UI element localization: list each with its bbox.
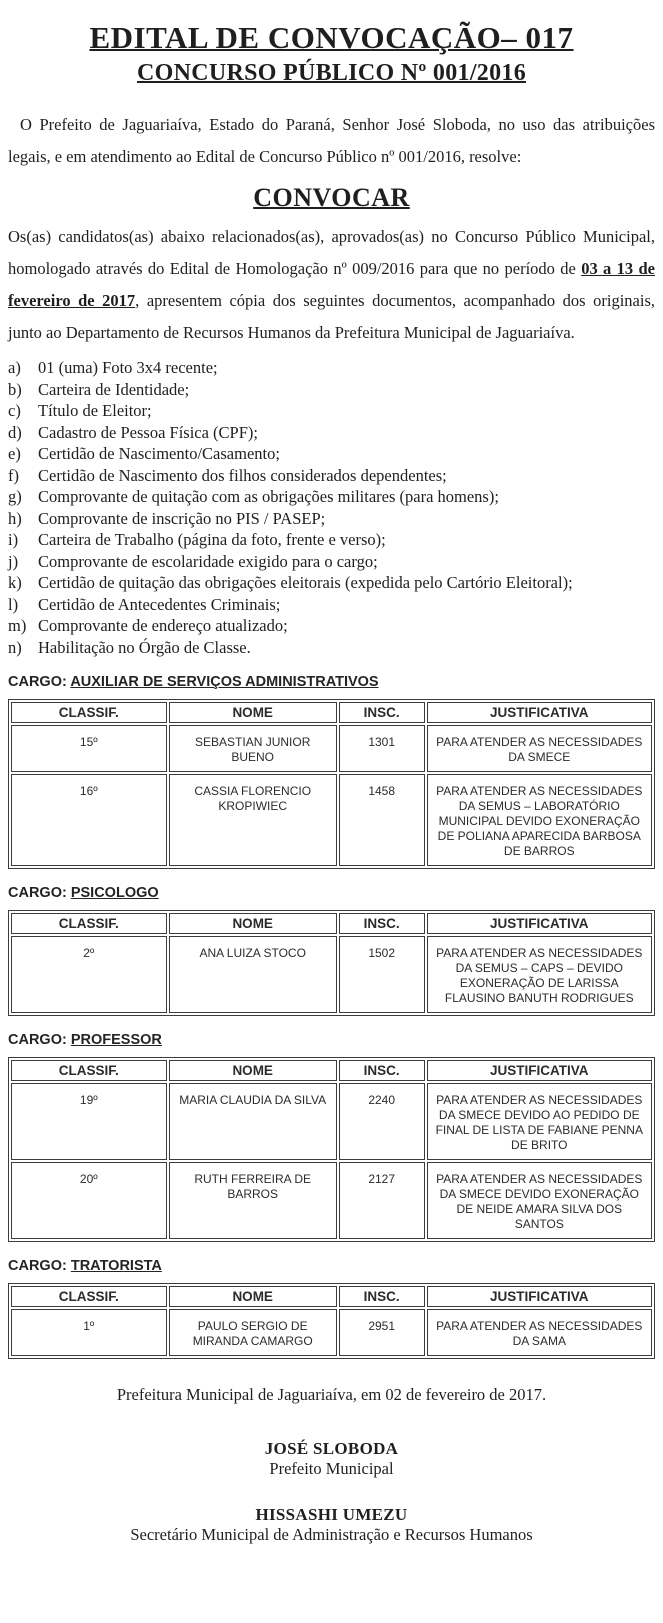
list-item-letter: j)	[8, 551, 19, 571]
table-row	[11, 1162, 652, 1239]
list-item	[8, 422, 655, 444]
list-item-text: Certidão de quitação das obrigações eleitorais (expedida pelo Cartório Eleitoral);	[38, 573, 573, 592]
cell-nome: MARIA CLAUDIA DA SILVA	[169, 1083, 337, 1160]
list-item-text: Comprovante de quitação com as obrigações militares (para homens);	[38, 487, 499, 506]
signature-block-secretario	[8, 1505, 655, 1545]
header-justificativa: JUSTIFICATIVA	[427, 913, 652, 934]
list-item	[8, 357, 655, 379]
cargo-label: CARGO:	[8, 674, 67, 690]
cell-classif: 1º	[11, 1309, 167, 1356]
cell-classif: 20º	[11, 1162, 167, 1239]
convocation-table-tratorista	[8, 1283, 655, 1359]
convocation-table-auxiliar	[8, 699, 655, 869]
list-item	[8, 572, 655, 594]
cell-classif: 15º	[11, 725, 167, 772]
header-classif: CLASSIF.	[11, 913, 167, 934]
intro-paragraph: O Prefeito de Jaguariaíva, Estado do Paraná, Senhor José Sloboda, no uso das atribuições legais, e em atendimento ao Edital de Concurso Público nº 001/2016, resolve:	[8, 115, 655, 166]
list-item-letter: g)	[8, 487, 22, 506]
header-justificativa: JUSTIFICATIVA	[427, 702, 652, 723]
list-item	[8, 465, 655, 487]
list-item-letter: l)	[8, 594, 19, 614]
required-documents-list	[8, 357, 655, 658]
list-item	[8, 486, 655, 508]
cargo-heading-tratorista	[8, 1258, 655, 1274]
table-header-row	[11, 1060, 652, 1081]
body-paragraph-part1: Os(as) candidatos(as) abaixo relacionados(as), aprovados(as) no Concurso Público Municipal, homologado através do Edital de Homologação nº 009/2016 para que no período de	[8, 227, 655, 278]
header-classif: CLASSIF.	[11, 1060, 167, 1081]
body-paragraph-part2: , apresentem cópia dos seguintes documentos, acompanhado dos originais, junto ao Departamento de Recursos Humanos da Prefeitura Municipal de Jaguariaíva.	[8, 291, 656, 342]
table-row	[11, 725, 652, 772]
list-item-letter: f)	[8, 465, 19, 485]
list-item-text: Comprovante de endereço atualizado;	[38, 616, 288, 635]
list-item	[8, 529, 655, 551]
table-header-row	[11, 1286, 652, 1307]
cargo-heading-psicologo	[8, 885, 655, 901]
header-classif: CLASSIF.	[11, 702, 167, 723]
list-item-letter: h)	[8, 508, 22, 528]
cell-justificativa: PARA ATENDER AS NECESSIDADES DA SMECE DEVIDO EXONERAÇÃO DE NEIDE AMARA SILVA DOS SANTOS	[427, 1162, 652, 1239]
cargo-heading-professor	[8, 1032, 655, 1048]
table-row	[11, 774, 652, 866]
cell-classif: 19º	[11, 1083, 167, 1160]
list-item-letter: c)	[8, 401, 21, 420]
header-insc: INSC.	[339, 1060, 425, 1081]
list-item-text: Comprovante de escolaridade exigido para o cargo;	[38, 551, 378, 571]
cell-insc: 2127	[339, 1162, 425, 1239]
cell-insc: 2240	[339, 1083, 425, 1160]
list-item-letter: e)	[8, 444, 21, 463]
convocar-heading: CONVOCAR	[253, 183, 410, 212]
list-item-letter: d)	[8, 422, 22, 442]
table-row	[11, 1309, 652, 1356]
list-item-letter: k)	[8, 573, 22, 592]
header-justificativa: JUSTIFICATIVA	[427, 1060, 652, 1081]
page-subtitle: CONCURSO PÚBLICO Nº 001/2016	[136, 60, 526, 86]
cell-justificativa: PARA ATENDER AS NECESSIDADES DA SEMUS – CAPS – DEVIDO EXONERAÇÃO DE LARISSA FLAUSINO BANUTH RODRIGUES	[427, 936, 652, 1013]
cargo-label: CARGO:	[8, 1032, 67, 1048]
list-item-letter: m)	[8, 616, 27, 635]
signature-name: JOSÉ SLOBODA	[264, 1439, 399, 1458]
table-row	[11, 936, 652, 1013]
list-item-text: Carteira de Identidade;	[38, 379, 190, 399]
list-item-text: Comprovante de inscrição no PIS / PASEP;	[38, 508, 326, 528]
list-item-text: 01 (uma) Foto 3x4 recente;	[38, 358, 218, 377]
table-header-row	[11, 913, 652, 934]
cell-classif: 2º	[11, 936, 167, 1013]
cargo-label: CARGO:	[8, 885, 67, 901]
cargo-name: TRATORISTA	[70, 1258, 162, 1274]
list-item	[8, 594, 655, 616]
list-item	[8, 508, 655, 530]
cell-insc: 1458	[339, 774, 425, 866]
header-nome: NOME	[169, 1286, 337, 1307]
cell-classif: 16º	[11, 774, 167, 866]
list-item-text: Certidão de Antecedentes Criminais;	[38, 594, 281, 614]
header-insc: INSC.	[339, 913, 425, 934]
cell-insc: 1502	[339, 936, 425, 1013]
list-item-letter: a)	[8, 358, 21, 377]
cell-justificativa: PARA ATENDER AS NECESSIDADES DA SMECE DEVIDO AO PEDIDO DE FINAL DE LISTA DE FABIANE PENNA DE BRITO	[427, 1083, 652, 1160]
cell-justificativa: PARA ATENDER AS NECESSIDADES DA SAMA	[427, 1309, 652, 1356]
table-row	[11, 1083, 652, 1160]
cell-nome: ANA LUIZA STOCO	[169, 936, 337, 1013]
cargo-name: PSICOLOGO	[70, 885, 159, 901]
cargo-label: CARGO:	[8, 1258, 67, 1274]
signature-block-prefeito	[8, 1439, 655, 1479]
body-paragraph	[8, 221, 655, 349]
list-item-letter: b)	[8, 379, 22, 399]
cell-nome: SEBASTIAN JUNIOR BUENO	[169, 725, 337, 772]
closing-date-line: Prefeitura Municipal de Jaguariaíva, em 02 de fevereiro de 2017.	[116, 1385, 547, 1404]
list-item	[8, 551, 655, 573]
header-nome: NOME	[169, 702, 337, 723]
list-item	[8, 615, 655, 637]
cell-nome: PAULO SERGIO DE MIRANDA CAMARGO	[169, 1309, 337, 1356]
cell-insc: 2951	[339, 1309, 425, 1356]
page-title: EDITAL DE CONVOCAÇÃO– 017	[89, 20, 574, 55]
list-item-letter: n)	[8, 637, 22, 657]
list-item-text: Certidão de Nascimento/Casamento;	[38, 444, 280, 463]
cell-justificativa: PARA ATENDER AS NECESSIDADES DA SMECE	[427, 725, 652, 772]
header-insc: INSC.	[339, 1286, 425, 1307]
convocation-period: 03 a 13 de fevereiro de 2017	[8, 259, 656, 310]
list-item-text: Cadastro de Pessoa Física (CPF);	[38, 422, 258, 442]
cell-nome: RUTH FERREIRA DE BARROS	[169, 1162, 337, 1239]
list-item-text: Carteira de Trabalho (página da foto, frente e verso);	[38, 530, 386, 549]
convocation-table-professor	[8, 1057, 655, 1242]
header-classif: CLASSIF.	[11, 1286, 167, 1307]
header-justificativa: JUSTIFICATIVA	[427, 1286, 652, 1307]
signature-name: HISSASHI UMEZU	[255, 1505, 408, 1524]
signature-role: Prefeito Municipal	[269, 1459, 394, 1478]
signature-role: Secretário Municipal de Administração e Recursos Humanos	[130, 1525, 533, 1544]
table-header-row	[11, 702, 652, 723]
convocation-table-psicologo	[8, 910, 655, 1016]
cell-justificativa: PARA ATENDER AS NECESSIDADES DA SEMUS – LABORATÓRIO MUNICIPAL DEVIDO EXONERAÇÃO DE POLIANA APARECIDA BARBOSA DE BARROS	[427, 774, 652, 866]
cell-insc: 1301	[339, 725, 425, 772]
cargo-name: AUXILIAR DE SERVIÇOS ADMINISTRATIVOS	[70, 674, 379, 690]
list-item-letter: i)	[8, 530, 19, 549]
header-nome: NOME	[169, 913, 337, 934]
list-item	[8, 400, 655, 422]
cargo-heading-auxiliar	[8, 674, 655, 690]
list-item-text: Certidão de Nascimento dos filhos considerados dependentes;	[38, 465, 447, 485]
list-item	[8, 637, 655, 659]
list-item	[8, 443, 655, 465]
list-item-text: Título de Eleitor;	[38, 401, 152, 420]
list-item	[8, 379, 655, 401]
list-item-text: Habilitação no Órgão de Classe.	[38, 637, 251, 657]
header-insc: INSC.	[339, 702, 425, 723]
cell-nome: CASSIA FLORENCIO KROPIWIEC	[169, 774, 337, 866]
header-nome: NOME	[169, 1060, 337, 1081]
cargo-name: PROFESSOR	[70, 1032, 162, 1048]
